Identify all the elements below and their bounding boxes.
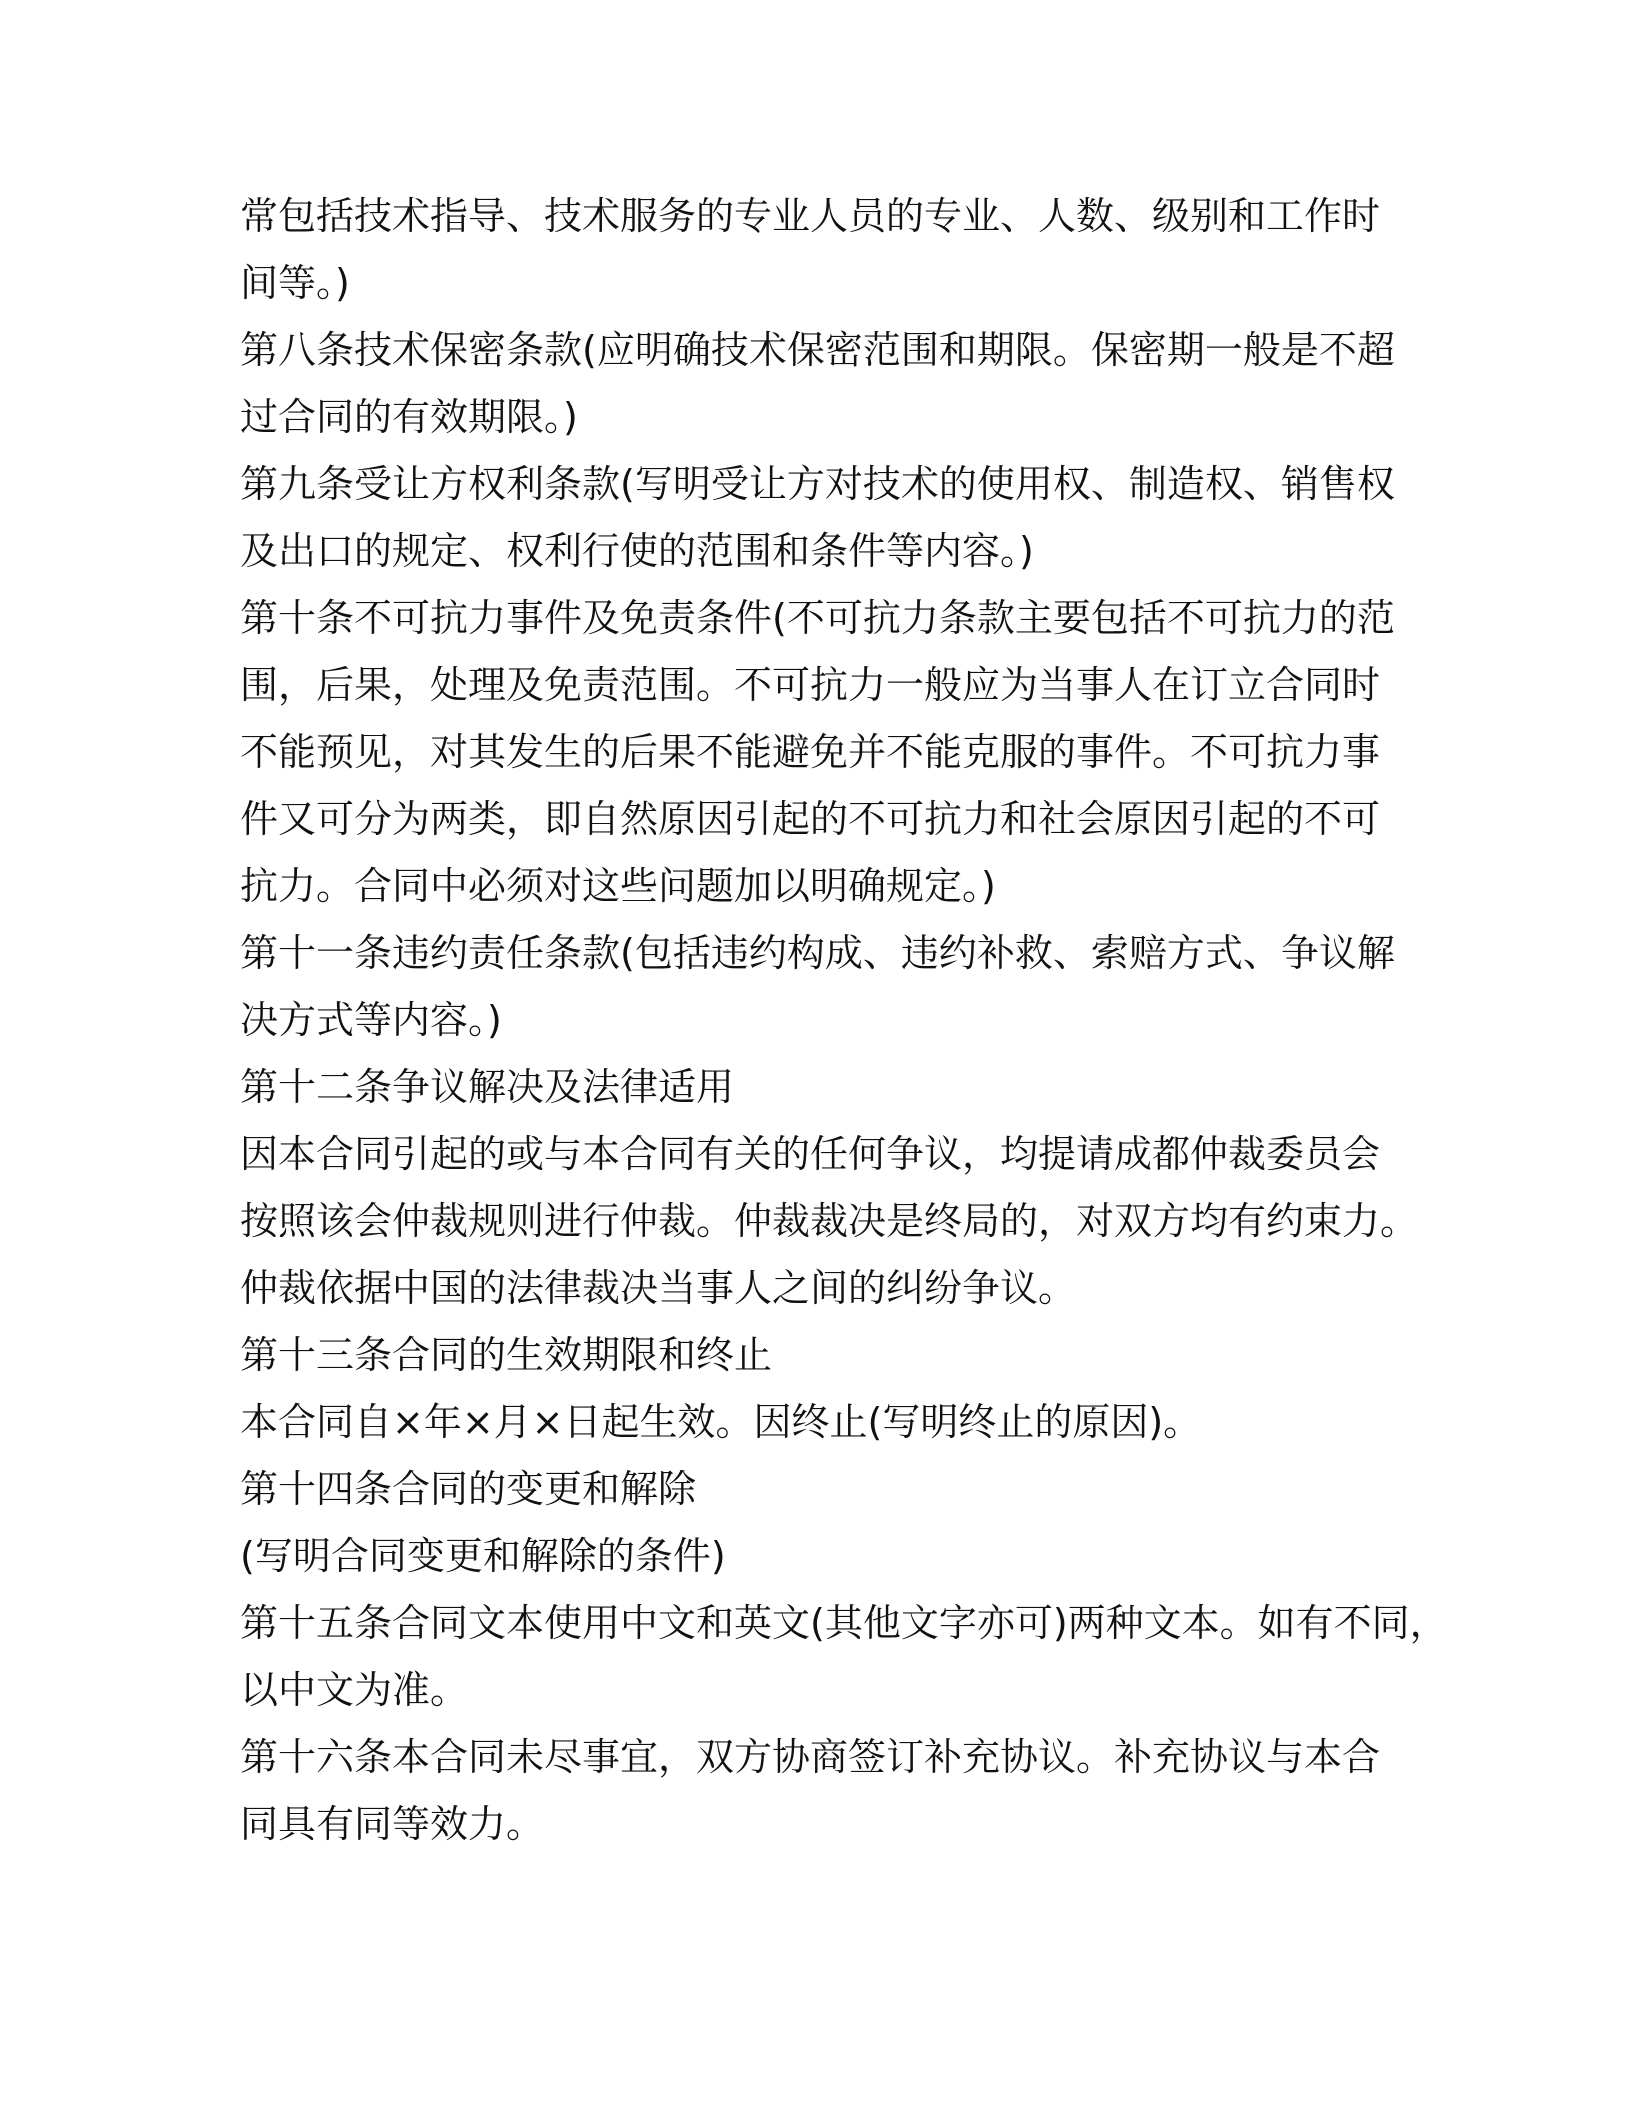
text-line: 第十三条合同的生效期限和终止: [240, 1333, 773, 1377]
text-line: 第十条不可抗力事件及免责条件(不可抗力条款主要包括不可抗力的范: [240, 596, 1395, 640]
text-line: 常包括技术指导、技术服务的专业人员的专业、人数、级别和工作时: [240, 194, 1381, 238]
text-line: 第十五条合同文本使用中文和英文(其他文字亦可)两种文本。如有不同，: [240, 1601, 1448, 1645]
text-line: 及出口的规定、权利行使的范围和条件等内容。): [240, 529, 1034, 573]
text-line: 围，后果，处理及免责范围。不可抗力一般应为当事人在订立合同时: [240, 663, 1381, 707]
text-line: 按照该会仲裁规则进行仲裁。仲裁裁决是终局的，对双方均有约束力。: [240, 1199, 1419, 1243]
text-line: 不能预见，对其发生的后果不能避免并不能克服的事件。不可抗力事: [240, 730, 1381, 774]
text-line: 因本合同引起的或与本合同有关的任何争议，均提请成都仲裁委员会: [240, 1132, 1381, 1176]
text-line: 第十一条违约责任条款(包括违约构成、违约补救、索赔方式、争议解: [240, 931, 1395, 975]
text-line: 第九条受让方权利条款(写明受让方对技术的使用权、制造权、销售权: [240, 462, 1395, 506]
text-line: 第八条技术保密条款(应明确技术保密范围和期限。保密期一般是不超: [240, 328, 1395, 372]
text-line: 过合同的有效期限。): [240, 395, 578, 439]
text-line: 第十二条争议解决及法律适用: [240, 1065, 735, 1109]
text-line: 同具有同等效力。: [240, 1802, 545, 1846]
text-line: 第十四条合同的变更和解除: [240, 1467, 697, 1511]
text-line: 决方式等内容。): [240, 998, 502, 1042]
text-line: 仲裁依据中国的法律裁决当事人之间的纠纷争议。: [240, 1266, 1077, 1310]
text-line: 第十六条本合同未尽事宜，双方协商签订补充协议。补充协议与本合: [240, 1735, 1381, 1779]
text-line: 件又可分为两类，即自然原因引起的不可抗力和社会原因引起的不可: [240, 797, 1381, 841]
document-body: [240, 183, 1448, 1858]
text-line: (写明合同变更和解除的条件): [240, 1534, 726, 1578]
text-line: 抗力。合同中必须对这些问题加以明确规定。): [240, 864, 996, 908]
text-line: 间等。): [240, 261, 350, 305]
text-line: 以中文为准。: [240, 1668, 469, 1712]
text-line: 本合同自×年×月×日起生效。因终止(写明终止的原因)。: [240, 1400, 1202, 1444]
